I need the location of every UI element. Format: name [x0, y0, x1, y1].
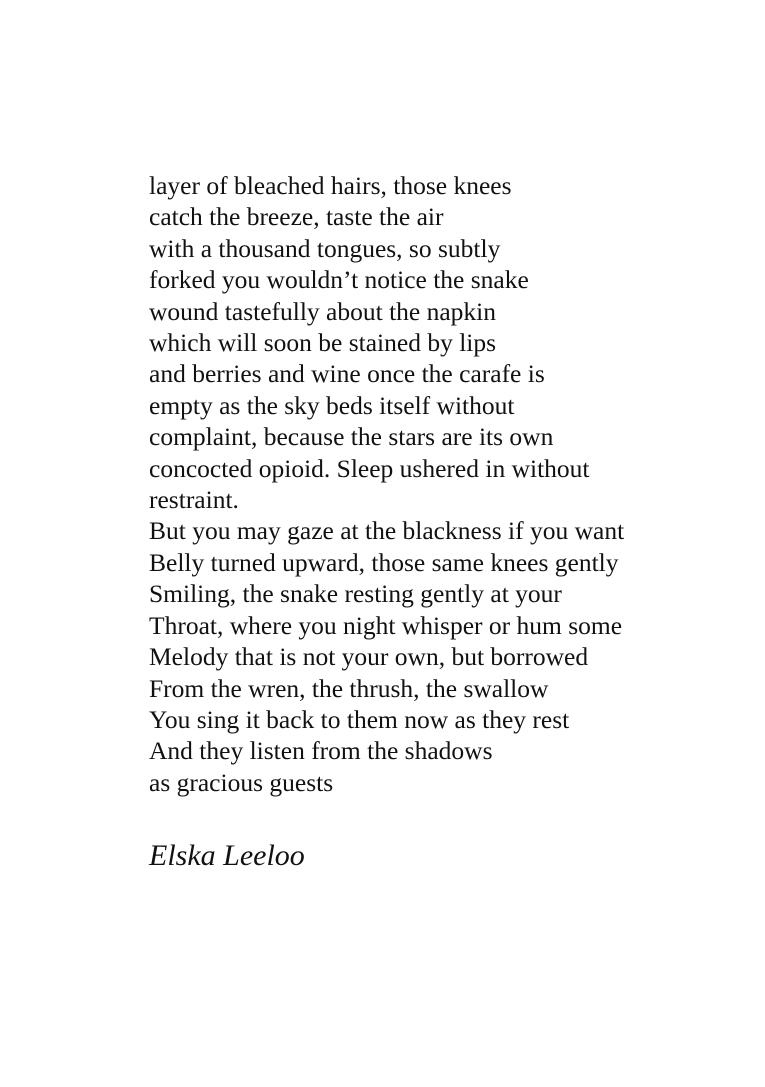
poem-line-12: But you may gaze at the blackness if you want	[149, 516, 625, 546]
poem-line-6: which will soon be stained by lips	[149, 328, 497, 358]
poem-line-2: catch the breeze, taste the air	[149, 202, 444, 232]
poem-line-7: and berries and wine once the carafe is	[149, 359, 545, 389]
poem-line-3: with a thousand tongues, so subtly	[149, 233, 501, 263]
poem-line-1: layer of bleached hairs, those knees	[149, 171, 512, 200]
poem-line-19: And they listen from the shadows	[149, 736, 493, 766]
poem-line-20: as gracious guests	[149, 767, 334, 797]
poem-line-4: forked you wouldn’t notice the snake	[149, 265, 529, 295]
poem-line-15: Throat, where you night whisper or hum some	[149, 610, 623, 640]
poem-body	[149, 170, 749, 798]
poem-line-11: restraint.	[149, 485, 239, 515]
author-signature: Elska Leeloo	[149, 839, 305, 872]
poem-line-10: concocted opioid. Sleep ushered in without	[149, 453, 590, 483]
poem-line-9: complaint, because the stars are its own	[149, 422, 554, 452]
poem-line-13: Belly turned upward, those same knees gently	[149, 547, 619, 577]
poem-line-8: empty as the sky beds itself without	[149, 390, 515, 420]
poem-line-16: Melody that is not your own, but borrowed	[149, 642, 589, 672]
poem-line-17: From the wren, the thrush, the swallow	[149, 673, 549, 703]
poem-line-14: Smiling, the snake resting gently at your	[149, 579, 562, 609]
poem-line-5: wound tastefully about the napkin	[149, 296, 497, 326]
poem-line-18: You sing it back to them now as they rest	[149, 704, 570, 734]
